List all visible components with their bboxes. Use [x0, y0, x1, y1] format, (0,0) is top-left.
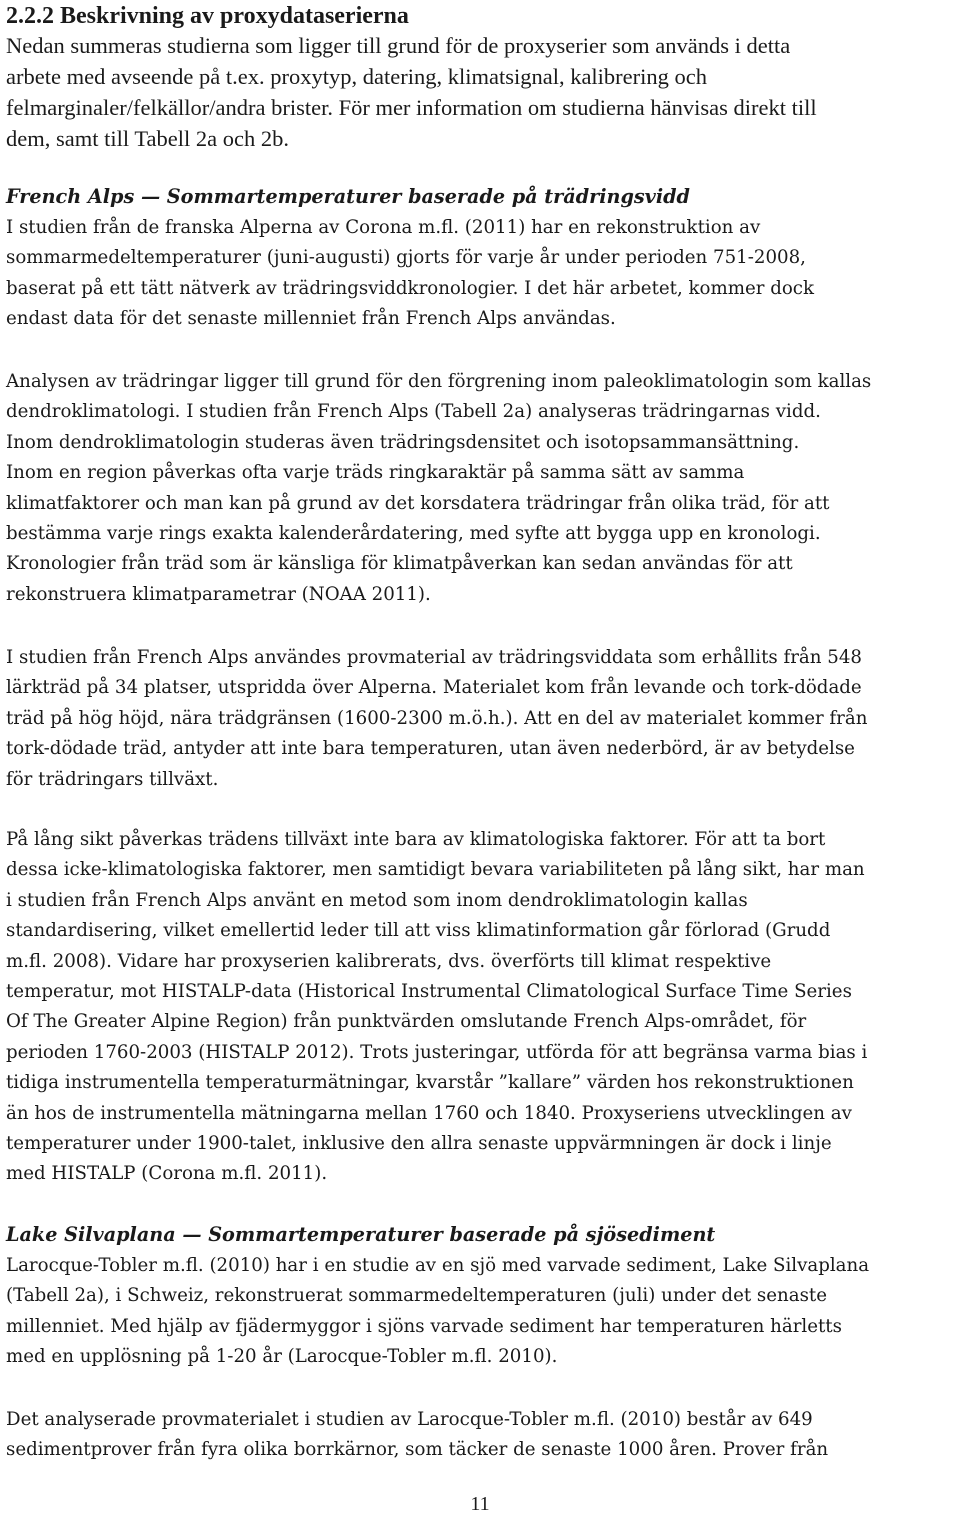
text-line: tidiga instrumentella temperaturmätningar, kvarstår ”kallare” värden hos rekonstruktionen: [6, 1072, 854, 1094]
lake-silvaplana-title: Lake Silvaplana — Sommartemperaturer baserade på sjösediment: [6, 1223, 716, 1246]
intro-paragraph: [6, 30, 951, 154]
text-line: med en upplösning på 1-20 år (Larocque-Tobler m.fl. 2010).: [6, 1346, 558, 1368]
text-line: Larocque-Tobler m.fl. (2010) har i en studie av en sjö med varvade sediment, Lake Silvaplana: [6, 1255, 870, 1276]
text-line: felmarginaler/felkällor/andra brister. För mer information om studierna hänvisas direkt till: [6, 95, 817, 120]
french-alps-paragraph-4: [6, 825, 956, 1190]
text-line: Inom dendroklimatologin studeras även trädringsdensitet och isotopsammansättning.: [6, 431, 800, 453]
french-alps-paragraph-2: [6, 367, 956, 610]
text-line: lärkträd på 34 platser, utspridda över Alperna. Materialet kom från levande och tork-dödade: [6, 677, 862, 699]
french-alps-paragraph-1: [6, 213, 956, 335]
text-line: temperatur, mot HISTALP-data (Historical Instrumental Climatological Surface Time Series: [6, 981, 852, 1003]
lake-silvaplana-paragraph-1: [6, 1251, 956, 1373]
text-line: träd på hög höjd, nära trädgränsen (1600-2300 m.ö.h.). Att en del av materialet kommer från: [6, 707, 868, 729]
text-line: rekonstruera klimatparametrar (NOAA 2011).: [6, 583, 431, 605]
lake-silvaplana-paragraph-2: [6, 1405, 956, 1466]
text-line: På lång sikt påverkas trädens tillväxt inte bara av klimatologiska faktorer. För att ta bort: [6, 829, 826, 850]
text-line: Nedan summeras studierna som ligger till grund för de proxyserier som används i detta: [6, 33, 791, 58]
text-line: (Tabell 2a), i Schweiz, rekonstruerat sommarmedeltemperaturen (juli) under det senaste: [6, 1285, 827, 1307]
section-heading: 2.2.2 Beskrivning av proxydataserierna: [6, 3, 409, 29]
text-line: arbete med avseende på t.ex. proxytyp, datering, klimatsignal, kalibrering och: [6, 64, 708, 89]
text-line: baserat på ett tätt nätverk av trädringsviddkronologier. I det här arbetet, kommer dock: [6, 277, 815, 299]
text-line: Det analyserade provmaterialet i studien av Larocque-Tobler m.fl. (2010) består av 649: [6, 1409, 813, 1430]
text-line: I studien från French Alps användes provmaterial av trädringsviddata som erhållits från 548: [6, 647, 862, 668]
text-line: Of The Greater Alpine Region) från punktvärden omslutande French Alps-området, för: [6, 1011, 807, 1033]
text-line: dendroklimatologi. I studien från French Alps (Tabell 2a) analyseras trädringarnas vidd.: [6, 401, 821, 423]
text-line: I studien från de franska Alperna av Corona m.fl. (2011) har en rekonstruktion av: [6, 217, 761, 238]
text-line: än hos de instrumentella mätningarna mellan 1760 och 1840. Proxyseriens utvecklingen av: [6, 1102, 852, 1124]
text-line: sommarmedeltemperaturer (juni-augusti) gjorts för varje år under perioden 751-2008,: [6, 247, 806, 269]
text-line: bestämma varje rings exakta kalenderårdatering, med syfte att bygga upp en kronologi.: [6, 523, 821, 545]
text-line: Inom en region påverkas ofta varje träds ringkaraktär på samma sätt av samma: [6, 462, 745, 484]
text-line: dessa icke-klimatologiska faktorer, men samtidigt bevara variabiliteten på lång sikt, har man: [6, 859, 865, 881]
text-line: för trädringars tillväxt.: [6, 768, 219, 790]
text-line: Analysen av trädringar ligger till grund för den förgrening inom paleoklimatologin som kallas: [6, 371, 872, 392]
text-line: millenniet. Med hjälp av fjädermyggor i sjöns varvade sediment har temperaturen härletts: [6, 1315, 842, 1337]
text-line: klimatfaktorer och man kan på grund av det korsdatera trädringar från olika träd, för att: [6, 492, 830, 514]
text-line: tork-dödade träd, antyder att inte bara temperaturen, utan även nederbörd, är av betydelse: [6, 738, 855, 760]
page-number: 11: [470, 1493, 490, 1515]
text-line: perioden 1760-2003 (HISTALP 2012). Trots justeringar, utförda för att begränsa varma bias i: [6, 1041, 868, 1063]
french-alps-paragraph-3: [6, 643, 956, 795]
text-line: temperaturer under 1900-talet, inklusive den allra senaste uppvärmningen är dock i linje: [6, 1133, 832, 1155]
text-line: i studien från French Alps använt en metod som inom dendroklimatologin kallas: [6, 889, 748, 911]
text-line: med HISTALP (Corona m.fl. 2011).: [6, 1163, 328, 1185]
text-line: endast data för det senaste millenniet från French Alps användas.: [6, 308, 616, 330]
text-line: standardisering, vilket emellertid leder till att viss klimatinformation går förlorad (Grudd: [6, 920, 831, 942]
text-line: Kronologier från träd som är känsliga för klimatpåverkan kan sedan användas för att: [6, 553, 793, 575]
text-line: m.fl. 2008). Vidare har proxyserien kalibrerats, dvs. överförts till klimat respektive: [6, 950, 772, 972]
text-line: dem, samt till Tabell 2a och 2b.: [6, 126, 289, 151]
text-line: sedimentprover från fyra olika borrkärnor, som täcker de senaste 1000 åren. Prover från: [6, 1439, 829, 1461]
french-alps-title: French Alps — Sommartemperaturer baserade på trädringsvidd: [6, 185, 690, 208]
